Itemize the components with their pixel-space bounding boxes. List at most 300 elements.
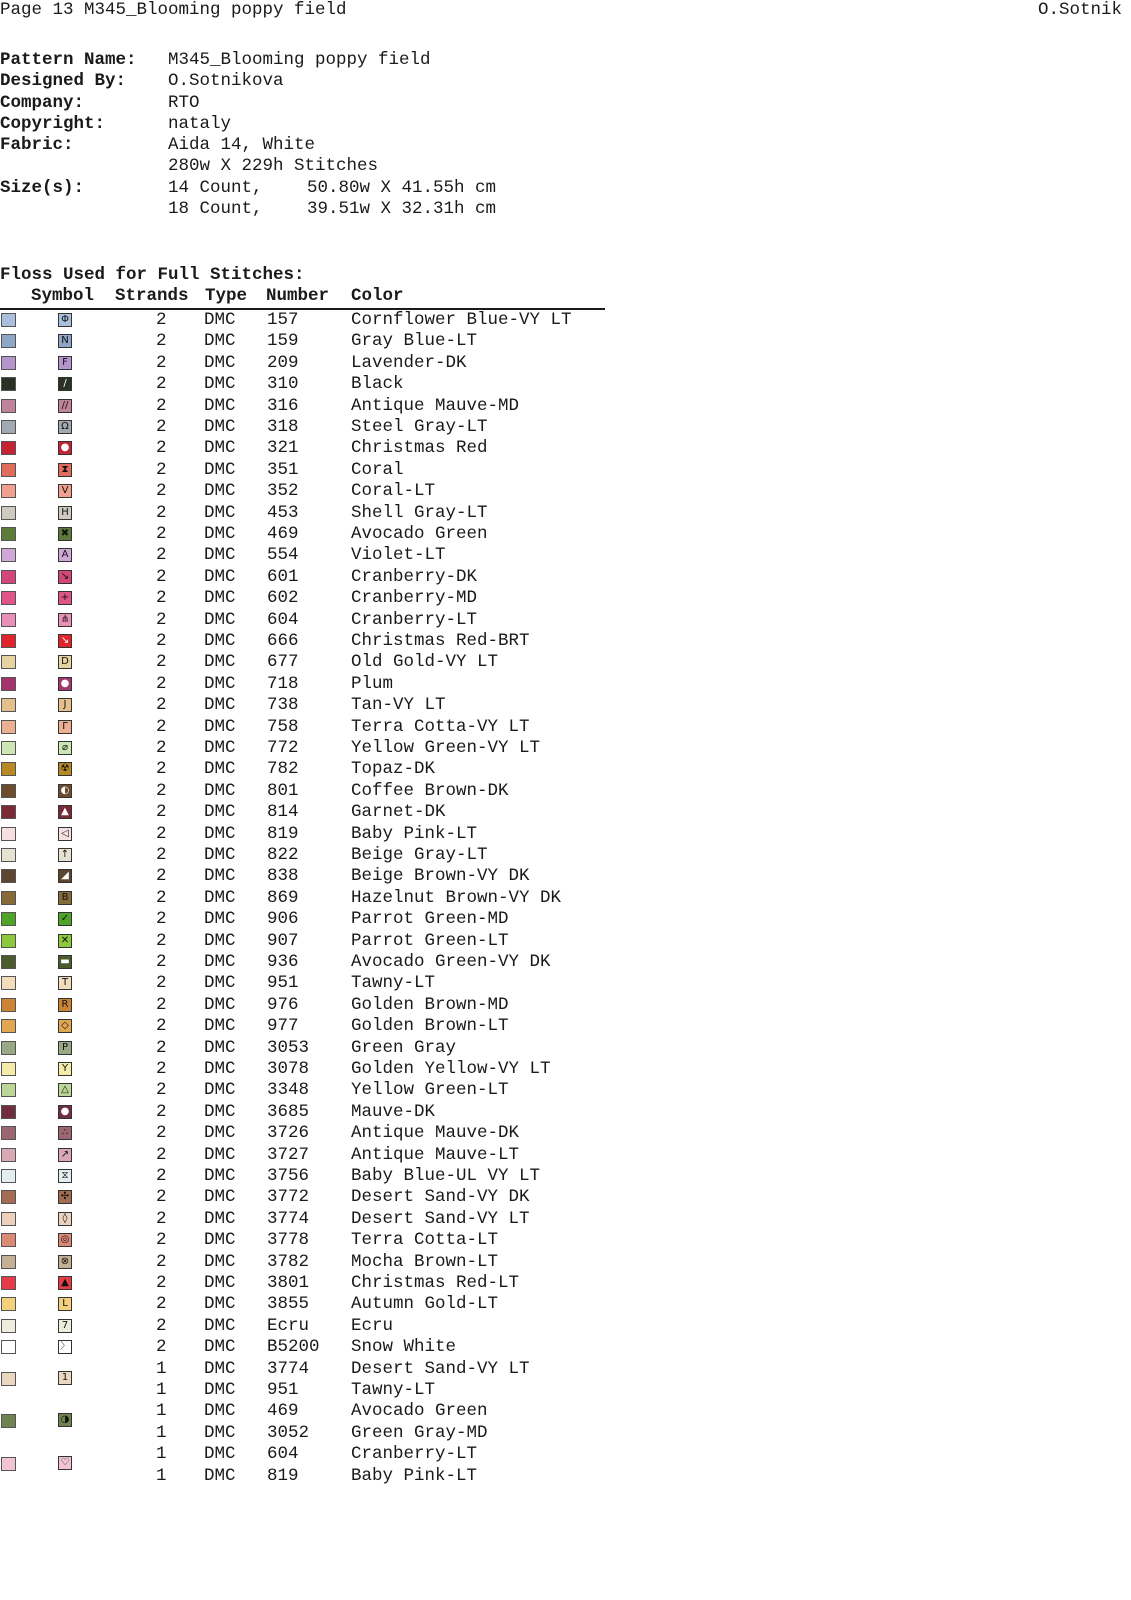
stitch-symbol-icon: A — [58, 548, 72, 562]
number-cell: 3727 — [267, 1144, 310, 1165]
strands-cell: 2 — [156, 331, 167, 352]
type-cell: DMC — [204, 524, 236, 544]
blend-line — [0, 1444, 620, 1465]
number-cell: 453 — [267, 502, 299, 523]
color-name-cell: Autumn Gold-LT — [351, 1294, 499, 1315]
color-name-cell: Parrot Green-MD — [351, 909, 509, 930]
type-cell: DMC — [204, 866, 236, 887]
strands-cell: 2 — [156, 780, 167, 801]
strands-cell: 2 — [156, 1273, 167, 1293]
color-name-cell: Cranberry-MD — [351, 588, 478, 609]
stitch-symbol-icon: ◊ — [58, 1212, 72, 1226]
stitch-symbol-icon: ⊗ — [58, 1255, 72, 1269]
info-value: RTO — [168, 92, 200, 113]
strands-cell: 2 — [156, 1315, 167, 1336]
strands-cell: 2 — [156, 481, 167, 502]
blend-row — [0, 1401, 620, 1444]
strands-cell: 2 — [156, 1337, 167, 1358]
color-swatch — [1, 784, 16, 798]
strands-cell: 2 — [156, 802, 167, 823]
number-cell: 3801 — [267, 1273, 310, 1293]
strands-cell: 1 — [156, 1444, 167, 1465]
color-swatch — [1, 912, 16, 926]
color-name-cell: Mauve-DK — [351, 1101, 436, 1122]
strands-cell: 2 — [156, 1251, 167, 1272]
floss-row — [0, 717, 620, 738]
color-name-cell: Antique Mauve-LT — [351, 1144, 520, 1165]
strands-cell: 2 — [156, 759, 167, 780]
floss-row — [0, 588, 620, 609]
number-cell: 554 — [267, 545, 299, 566]
stitch-symbol-icon: ▲ — [58, 1276, 72, 1290]
strands-cell: 2 — [156, 994, 167, 1015]
color-swatch — [1, 356, 16, 370]
info-key: Size(s): — [0, 177, 85, 198]
number-cell: 604 — [267, 609, 299, 630]
number-cell: 814 — [267, 802, 299, 823]
number-cell: 822 — [267, 845, 299, 865]
stitch-symbol-icon: ↑ — [58, 848, 72, 862]
floss-row — [0, 845, 620, 866]
color-name-cell: Antique Mauve-MD — [351, 395, 520, 416]
floss-row — [0, 888, 620, 909]
number-cell: 3078 — [267, 1059, 310, 1079]
strands-cell: 1 — [156, 1379, 167, 1400]
floss-row — [0, 353, 620, 374]
floss-row — [0, 1166, 620, 1187]
stitch-symbol-icon: ◢ — [58, 869, 72, 883]
color-name-cell: Tan-VY LT — [351, 695, 446, 716]
number-cell: 469 — [267, 524, 299, 544]
stitch-symbol-icon: / — [58, 377, 72, 391]
color-swatch — [1, 848, 16, 862]
strands-cell: 2 — [156, 845, 167, 865]
type-cell: DMC — [204, 1465, 236, 1486]
type-cell: DMC — [204, 481, 236, 502]
floss-row — [0, 460, 620, 481]
type-cell: DMC — [204, 695, 236, 716]
floss-row — [0, 802, 620, 823]
stitch-symbol-icon: R — [58, 998, 72, 1012]
number-cell: 758 — [267, 716, 299, 737]
type-cell: DMC — [204, 1358, 236, 1379]
blend-line — [0, 1380, 620, 1401]
color-swatch — [1, 698, 16, 712]
strands-cell: 2 — [156, 930, 167, 951]
strands-cell: 2 — [156, 716, 167, 737]
number-cell: 316 — [267, 395, 299, 416]
info-value-secondary: 39.51w X 32.31h cm — [307, 199, 497, 220]
type-cell: DMC — [204, 395, 236, 416]
type-cell: DMC — [204, 1379, 236, 1400]
number-cell: 838 — [267, 866, 299, 887]
blend-row — [0, 1359, 620, 1402]
color-swatch — [1, 998, 16, 1012]
stitch-symbol-icon: ● — [58, 677, 72, 691]
floss-row — [0, 374, 620, 395]
color-swatch — [1, 313, 16, 327]
number-cell: 3774 — [267, 1358, 310, 1379]
floss-row — [0, 1038, 620, 1059]
column-header-number: Number — [266, 286, 330, 306]
stitch-symbol-icon: ◇ — [58, 1019, 72, 1033]
stitch-symbol-icon: Ω — [58, 420, 72, 434]
number-cell: 310 — [267, 374, 299, 395]
strands-cell: 2 — [156, 545, 167, 566]
floss-row — [0, 1102, 620, 1123]
info-key: Company: — [0, 92, 85, 113]
color-name-cell: Violet-LT — [351, 545, 446, 566]
color-name-cell: Golden Yellow-VY LT — [351, 1059, 551, 1079]
stitch-symbol-icon: ⌀ — [58, 741, 72, 755]
number-cell: 209 — [267, 352, 299, 373]
floss-row — [0, 481, 620, 502]
stitch-symbol-icon: Φ — [58, 313, 72, 327]
type-cell: DMC — [204, 1101, 236, 1122]
strands-cell: 1 — [156, 1358, 167, 1379]
number-cell: 677 — [267, 652, 299, 673]
stitch-symbol-icon: △ — [58, 1083, 72, 1097]
color-name-cell: Avocado Green — [351, 524, 488, 544]
color-name-cell: Baby Blue-UL VY LT — [351, 1166, 541, 1186]
number-cell: 469 — [267, 1401, 299, 1422]
type-cell: DMC — [204, 352, 236, 373]
type-cell: DMC — [204, 1144, 236, 1165]
floss-row — [0, 909, 620, 930]
number-cell: 3052 — [267, 1422, 310, 1443]
type-cell: DMC — [204, 759, 236, 780]
type-cell: DMC — [204, 1401, 236, 1422]
floss-row — [0, 310, 620, 331]
stitch-symbol-icon: ◁ — [58, 827, 72, 841]
number-cell: 906 — [267, 909, 299, 930]
floss-row — [0, 610, 620, 631]
color-swatch — [1, 634, 16, 648]
strands-cell: 2 — [156, 502, 167, 523]
number-cell: 352 — [267, 481, 299, 502]
stitch-symbol-icon: N — [58, 334, 72, 348]
floss-row — [0, 1337, 620, 1358]
floss-row — [0, 866, 620, 887]
number-cell: 936 — [267, 952, 299, 972]
strands-cell: 2 — [156, 1123, 167, 1144]
type-cell: DMC — [204, 609, 236, 630]
number-cell: 3774 — [267, 1208, 310, 1229]
strands-cell: 2 — [156, 374, 167, 395]
type-cell: DMC — [204, 802, 236, 823]
number-cell: 976 — [267, 994, 299, 1015]
blend-line — [0, 1466, 620, 1487]
color-swatch — [1, 891, 16, 905]
page-header-title: Page 13 M345_Blooming poppy field — [0, 0, 347, 20]
color-name-cell: Terra Cotta-LT — [351, 1230, 499, 1251]
color-name-cell: Ecru — [351, 1315, 394, 1336]
strands-cell: 2 — [156, 952, 167, 972]
blend-line — [0, 1401, 620, 1422]
blend-line — [0, 1359, 620, 1380]
color-name-cell: Golden Brown-LT — [351, 1016, 509, 1037]
color-swatch — [1, 1019, 16, 1033]
color-name-cell: Old Gold-VY LT — [351, 652, 499, 673]
type-cell: DMC — [204, 566, 236, 587]
color-swatch — [1, 527, 16, 541]
color-swatch — [1, 1276, 16, 1290]
type-cell: DMC — [204, 1080, 236, 1101]
type-cell: DMC — [204, 952, 236, 972]
type-cell: DMC — [204, 502, 236, 523]
type-cell: DMC — [204, 331, 236, 352]
number-cell: 602 — [267, 588, 299, 609]
floss-row — [0, 1230, 620, 1251]
floss-row — [0, 652, 620, 673]
floss-row — [0, 1123, 620, 1144]
type-cell: DMC — [204, 417, 236, 437]
number-cell: 951 — [267, 1379, 299, 1400]
color-swatch — [1, 399, 16, 413]
stitch-symbol-icon: ● — [58, 441, 72, 455]
strands-cell: 2 — [156, 1294, 167, 1315]
stitch-symbol-icon: ▬ — [58, 955, 72, 969]
color-swatch — [1, 1148, 16, 1162]
stitch-symbol-icon: ↘ — [58, 570, 72, 584]
number-cell: 819 — [267, 1465, 299, 1486]
color-name-cell: Avocado Green — [351, 1401, 488, 1422]
number-cell: 159 — [267, 331, 299, 352]
color-swatch — [1, 1255, 16, 1269]
number-cell: 3778 — [267, 1230, 310, 1251]
stitch-symbol-icon: 7 — [58, 1319, 72, 1333]
color-name-cell: Christmas Red-LT — [351, 1273, 520, 1293]
floss-row — [0, 503, 620, 524]
color-name-cell: Avocado Green-VY DK — [351, 952, 551, 972]
type-cell: DMC — [204, 1123, 236, 1144]
number-cell: 3348 — [267, 1080, 310, 1101]
type-cell: DMC — [204, 716, 236, 737]
type-cell: DMC — [204, 1166, 236, 1186]
floss-row — [0, 1080, 620, 1101]
stitch-symbol-icon: B — [58, 891, 72, 905]
floss-row — [0, 1209, 620, 1230]
type-cell: DMC — [204, 1059, 236, 1079]
color-swatch — [1, 976, 16, 990]
color-name-cell: Terra Cotta-VY LT — [351, 716, 530, 737]
strands-cell: 2 — [156, 673, 167, 694]
floss-row — [0, 1252, 620, 1273]
color-swatch — [1, 484, 16, 498]
strands-cell: 2 — [156, 887, 167, 908]
strands-cell: 2 — [156, 652, 167, 673]
strands-cell: 2 — [156, 1037, 167, 1058]
stitch-symbol-icon: ✣ — [58, 1190, 72, 1204]
page-header-author: O.Sotnik — [1038, 0, 1123, 20]
type-cell: DMC — [204, 310, 236, 330]
stitch-symbol-icon: P — [58, 1041, 72, 1055]
color-swatch — [1, 570, 16, 584]
stitch-symbol-icon: J — [58, 698, 72, 712]
floss-row — [0, 931, 620, 952]
floss-row — [0, 417, 620, 438]
info-value: nataly — [168, 113, 232, 134]
number-cell: 318 — [267, 417, 299, 437]
color-name-cell: Mocha Brown-LT — [351, 1251, 499, 1272]
number-cell: 907 — [267, 930, 299, 951]
color-swatch — [1, 420, 16, 434]
strands-cell: 2 — [156, 417, 167, 437]
color-name-cell: Garnet-DK — [351, 802, 446, 823]
floss-row — [0, 396, 620, 417]
number-cell: 801 — [267, 780, 299, 801]
stitch-symbol-icon: ◑ — [58, 1413, 72, 1427]
color-swatch — [1, 805, 16, 819]
strands-cell: 2 — [156, 1230, 167, 1251]
strands-cell: 2 — [156, 1059, 167, 1079]
type-cell: DMC — [204, 909, 236, 930]
strands-cell: 2 — [156, 588, 167, 609]
color-name-cell: Cornflower Blue-VY LT — [351, 310, 572, 330]
floss-row — [0, 631, 620, 652]
color-name-cell: Gray Blue-LT — [351, 331, 478, 352]
floss-row — [0, 995, 620, 1016]
floss-row — [0, 1059, 620, 1080]
color-name-cell: Cranberry-LT — [351, 1444, 478, 1465]
column-header-color: Color — [351, 286, 404, 306]
color-name-cell: Parrot Green-LT — [351, 930, 509, 951]
color-name-cell: Baby Pink-LT — [351, 823, 478, 844]
type-cell: DMC — [204, 887, 236, 908]
strands-cell: 2 — [156, 1080, 167, 1101]
type-cell: DMC — [204, 652, 236, 673]
floss-row — [0, 1273, 620, 1294]
strands-cell: 2 — [156, 352, 167, 373]
color-swatch — [1, 762, 16, 776]
color-swatch — [1, 441, 16, 455]
color-swatch — [1, 1041, 16, 1055]
color-swatch — [1, 1083, 16, 1097]
type-cell: DMC — [204, 1187, 236, 1208]
type-cell: DMC — [204, 780, 236, 801]
info-value-secondary: 50.80w X 41.55h cm — [307, 177, 497, 198]
info-key: Fabric: — [0, 135, 74, 156]
stitch-symbol-icon: ✕ — [58, 934, 72, 948]
color-name-cell: Beige Brown-VY DK — [351, 866, 530, 887]
floss-row — [0, 545, 620, 566]
floss-row — [0, 567, 620, 588]
info-key: Designed By: — [0, 71, 127, 92]
stitch-symbol-icon: Y — [58, 1062, 72, 1076]
info-key: Copyright: — [0, 113, 106, 134]
color-name-cell: Golden Brown-MD — [351, 994, 509, 1015]
color-name-cell: Coffee Brown-DK — [351, 780, 509, 801]
strands-cell: 2 — [156, 631, 167, 651]
color-name-cell: Desert Sand-VY DK — [351, 1187, 530, 1208]
strands-cell: 2 — [156, 1101, 167, 1122]
strands-cell: 2 — [156, 823, 167, 844]
type-cell: DMC — [204, 1230, 236, 1251]
floss-row — [0, 524, 620, 545]
number-cell: 604 — [267, 1444, 299, 1465]
strands-cell: 2 — [156, 395, 167, 416]
strands-cell: 2 — [156, 438, 167, 459]
blend-line — [0, 1423, 620, 1444]
number-cell: 3855 — [267, 1294, 310, 1315]
color-swatch — [1, 591, 16, 605]
color-name-cell: Cranberry-DK — [351, 566, 478, 587]
column-header-type: Type — [205, 286, 248, 306]
strands-cell: 2 — [156, 1016, 167, 1037]
strands-cell: 2 — [156, 1166, 167, 1186]
floss-row — [0, 1145, 620, 1166]
stitch-symbol-icon: ◎ — [58, 1233, 72, 1247]
type-cell: DMC — [204, 438, 236, 459]
stitch-symbol-icon: ◐ — [58, 784, 72, 798]
stitch-symbol-icon: 〉 — [60, 1341, 70, 1353]
stitch-symbol-icon: ✖ — [58, 527, 72, 541]
type-cell: DMC — [204, 631, 236, 651]
color-name-cell: Hazelnut Brown-VY DK — [351, 887, 562, 908]
color-name-cell: Tawny-LT — [351, 1379, 436, 1400]
color-name-cell: Christmas Red — [351, 438, 488, 459]
color-name-cell: Beige Gray-LT — [351, 845, 488, 865]
floss-row — [0, 759, 620, 780]
number-cell: 718 — [267, 673, 299, 694]
number-cell: 3726 — [267, 1123, 310, 1144]
strands-cell: 2 — [156, 1144, 167, 1165]
stitch-symbol-icon: T — [58, 976, 72, 990]
color-name-cell: Yellow Green-VY LT — [351, 738, 541, 758]
color-swatch — [1, 741, 16, 755]
number-cell: 3685 — [267, 1101, 310, 1122]
color-swatch — [1, 720, 16, 734]
number-cell: 666 — [267, 631, 299, 651]
stitch-symbol-icon: ☢ — [58, 762, 72, 776]
type-cell: DMC — [204, 845, 236, 865]
color-name-cell: Cranberry-LT — [351, 609, 478, 630]
info-key: Pattern Name: — [0, 50, 137, 70]
number-cell: 772 — [267, 738, 299, 758]
stitch-symbol-icon: D — [58, 655, 72, 669]
color-name-cell: Coral — [351, 459, 404, 480]
column-header-symbol: Symbol — [31, 286, 95, 306]
color-swatch — [1, 377, 16, 391]
floss-row — [0, 824, 620, 845]
color-name-cell: Coral-LT — [351, 481, 436, 502]
color-name-cell: Desert Sand-VY LT — [351, 1358, 530, 1379]
strands-cell: 2 — [156, 1187, 167, 1208]
color-swatch — [1, 613, 16, 627]
color-swatch — [1, 677, 16, 691]
type-cell: DMC — [204, 459, 236, 480]
strands-cell: 2 — [156, 695, 167, 716]
color-name-cell: Tawny-LT — [351, 973, 436, 994]
strands-cell: 2 — [156, 566, 167, 587]
color-name-cell: Green Gray — [351, 1037, 457, 1058]
number-cell: 351 — [267, 459, 299, 480]
color-name-cell: Snow White — [351, 1337, 457, 1358]
number-cell: 819 — [267, 823, 299, 844]
color-swatch — [1, 463, 16, 477]
stitch-symbol-icon: F — [58, 356, 72, 370]
stitch-symbol-icon: ⧖ — [58, 1169, 72, 1183]
number-cell: 601 — [267, 566, 299, 587]
floss-row — [0, 781, 620, 802]
blend-row — [0, 1444, 620, 1487]
number-cell: 3772 — [267, 1187, 310, 1208]
floss-row — [0, 738, 620, 759]
color-swatch — [1, 655, 16, 669]
type-cell: DMC — [204, 1315, 236, 1336]
type-cell: DMC — [204, 673, 236, 694]
strands-cell: 2 — [156, 609, 167, 630]
